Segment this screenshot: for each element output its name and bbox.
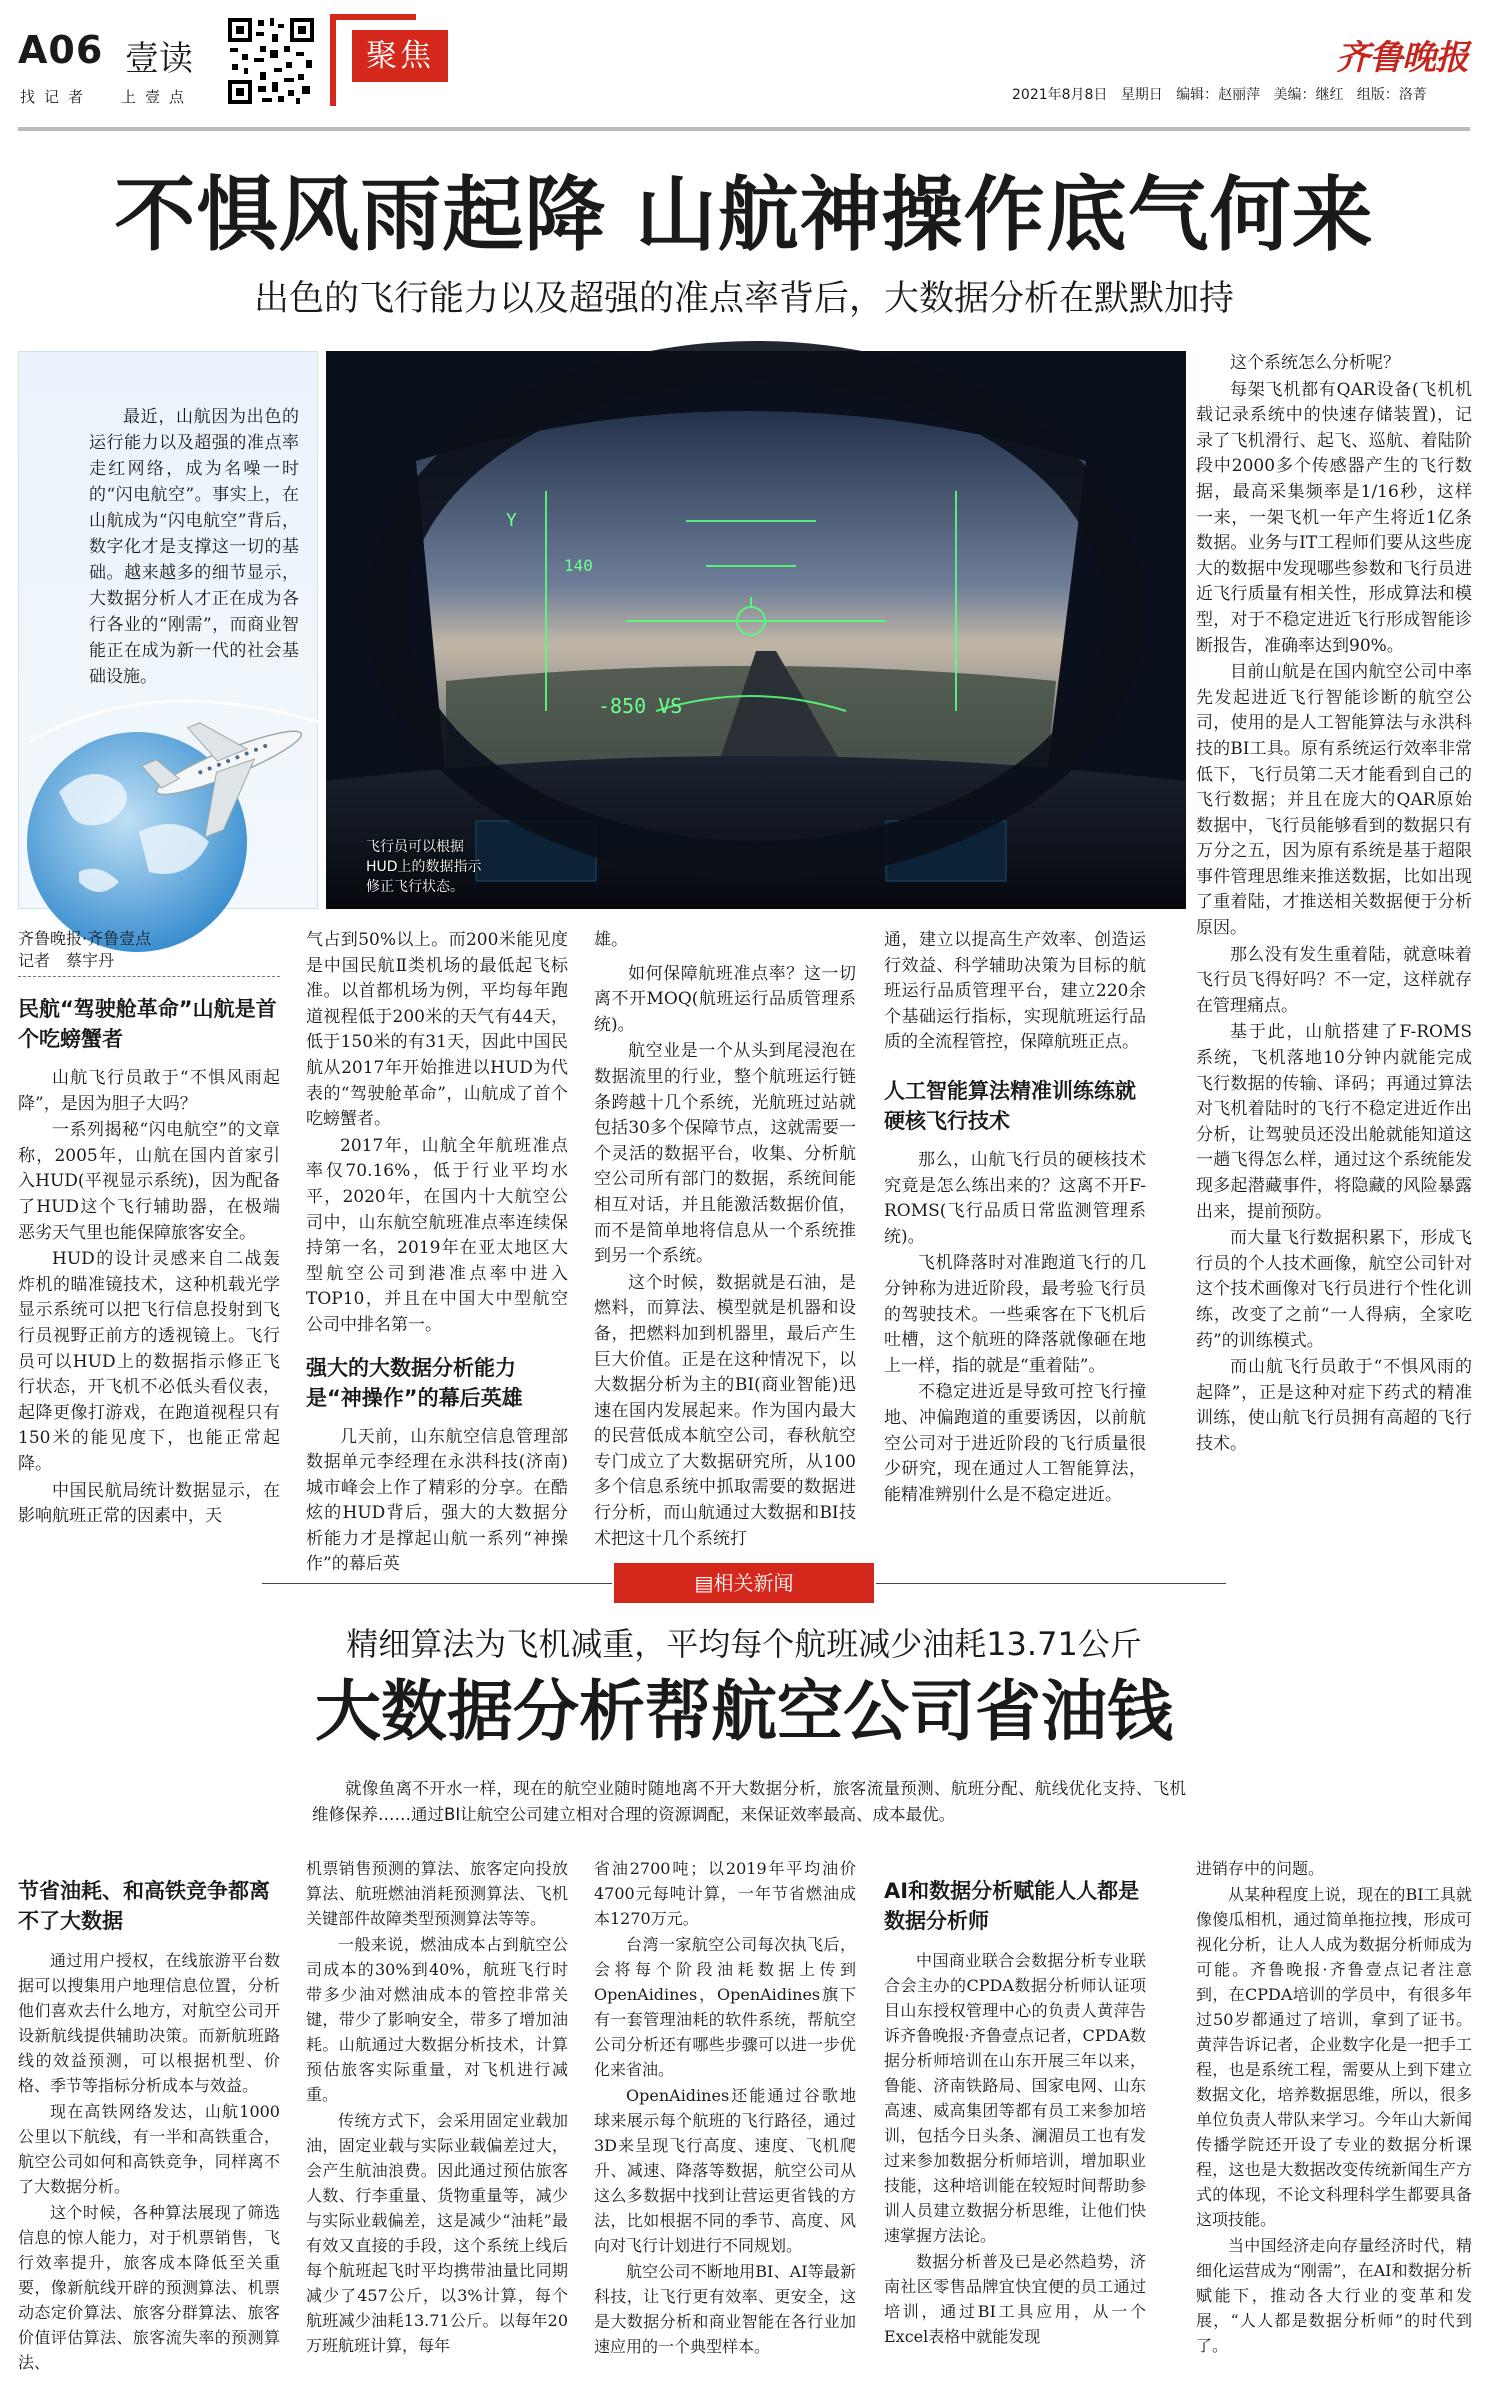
story2-kicker: 精细算法为飞机减重，平均每个航班减少油耗13.71公斤 [346,1625,1142,1663]
story1-column-1 [18,990,280,1550]
paragraph: 而山航飞行员敢于“不惧风雨的起降”，正是这种对症下药式的精准训练，使山航飞行员拥有高超的飞行技术。 [1196,1357,1472,1454]
paragraph: 气占到50%以上。而200米能见度是中国民航Ⅱ类机场的最低起飞标准。以首都机场为例，平均每年跑道视程低于200米的天气有44天，低于150米的有31天，因此中国民航从2017年开始推进以HUD为代表的“驾驶舱革命”，山航成了首个吃螃蟹者。 [306,930,568,1130]
byline-rule [18,976,280,977]
editor: 编辑：赵丽萍 [1176,87,1261,103]
hud-photo [326,351,1186,909]
paragraph: 航空业是一个从头到尾浸泡在数据流里的行业，整个航班运行链条跨越十几个系统，光航班过站就包括30多个保障节点，这就需要一个灵活的数据平台，收集、分析航空公司所有部门的数据，系统间能相互对话，并且能激活数据价值，而不是简单地将信息从一个系统推到另一个系统。 [594,1041,856,1267]
related-news-label-box [614,1563,874,1603]
paragraph: 那么，山航飞行员的硬核技术究竟是怎么练出来的？这离不开F-ROMS(飞行品质日常监测管理系统)。 [884,1149,1146,1247]
sub-headline: 出色的飞行能力以及超强的准点率背后，大数据分析在默默加持 [253,279,1234,319]
story2-column-3 [594,1856,856,2386]
section-tag-box: 聚焦 [352,30,448,82]
main-headline: 不惧风雨起降 山航神操作底气何来 [114,169,1374,263]
paragraph: 2017年，山航全年航班准点率仅70.16%，低于行业平均水平，2020年，在国内十大航空公司中，山东航空航班准点率连续保持第一名，2019年在亚太地区大型航空公司到港准点率中进入TOP10，并且在中国大中型航空公司中排名第一。 [306,1135,568,1335]
paragraph: 进销存中的问题。 [1196,1859,1325,1878]
related-news-icon: ▤ [694,1571,714,1595]
photo-caption: 飞行员可以根据HUD上的数据指示修正飞行状态。 [366,839,482,895]
story1-column-5 [1196,351,1472,1550]
paragraph: 一般来说，燃油成本占到航空公司成本的30%到40%，航班飞行时带多少油对燃油成本的管控非常关键，带少了影响安全，带多了增加油耗。山航通过大数据分析技术，计算预估旅客实际重量，对飞机进行减重。 [306,1935,568,2104]
globe-airplane-icon [19,682,319,910]
story1-column-2 [306,928,568,1575]
byline [18,928,280,977]
paragraph: 中国商业联合会数据分析专业联合会主办的CPDA数据分析师认证项目山东授权管理中心的负责人黄萍告诉齐鲁晚报·齐鲁壹点记者，CPDA数据分析师培训在山东开展三年以来，鲁能、济南铁路局、国家电网、山东高速、威高集团等都有员工来参加培训，包括今日头条、澜湄员工也有发过来参加数据分析师培训，增加职业技能，这种培训能在较短时间帮助参训人员建立数据分析思维，让他们快速掌握方法论。 [884,1951,1146,2245]
story2-column-1 [18,1856,280,2386]
lead-text: 最近，山航因为出色的运行能力以及超强的准点率走红网络，成为名噪一时的“闪电航空”。事实上，在山航成为“闪电航空”背后，数字化才是支撑这一切的基础。越来越多的细节显示，大数据分析人才正在成为各行各业的“刚需”，而商业智能正在成为新一代的社会基础设施。 [89,407,299,687]
paragraph: 中国民航局统计数据显示，在影响航班正常的因素中，天 [18,1480,280,1527]
paragraph: 这个时候，数据就是石油，是燃料，而算法、模型就是机器和设备，把燃料加到机器里，最后产生巨大价值。正是在这种情况下，以大数据分析为主的BI(商业智能)迅速在国内发展起来。作为国内最大的民营低成本航空公司，春秋航空专门成立了大数据研究所，从100多个信息系统中抓取需要的数据进行分析，而山航通过大数据和BI技术把这十几个系统打 [594,1272,856,1549]
slogan-right: 上壹点 [121,88,194,106]
paragraph: 一系列揭秘“闪电航空”的文章称，2005年，山航在国内首家引入HUD(平视显示系统)，因为配备了HUD这个飞行辅助器，在极端恶劣天气里也能保障旅客安全。 [18,1120,280,1243]
issue-weekday: 星期日 [1120,87,1163,103]
byline-reporter: 记者 蔡宇丹 [18,951,115,970]
hud-readout-3: 140 [564,556,593,575]
section-name: 壹读 [125,39,193,79]
paragraph: 航空公司不断地用BI、AI等最新科技，让飞行更有效率、更安全，这是大数据分析和商业智能在各行业加速应用的一个典型样本。 [594,2262,856,2356]
paragraph: 这个系统怎么分析呢？ [1230,353,1400,373]
lead-box [18,351,318,909]
issue-info [1012,84,1427,104]
story1-subhead-3: 人工智能算法精准训练练就硬核飞行技术 [884,1078,1136,1133]
story2-subhead-2: AI和数据分析赋能人人都是数据分析师 [884,1879,1140,1933]
story2-lead: 就像鱼离不开水一样，现在的航空业随时随地离不开大数据分析，旅客流量预测、航班分配、航线优化支持、飞机维修保养……通过BI让航空公司建立相对合理的资源调配，来保证效率最高、成本最优。 [312,1779,1186,1824]
paragraph: 飞机降落时对准跑道飞行的几分钟称为进近阶段，最考验飞行员的驾驶技术。一些乘客在下飞机后吐槽，这个航班的降落就像砸在地上一样，指的就是“重着陆”。 [884,1253,1146,1376]
story2-title: 大数据分析帮航空公司省油钱 [315,1673,1173,1750]
newspaper-brand: 齐鲁晚报 [1336,38,1468,78]
paragraph: 现在高铁网络发达，山航1000公里以下航线，有一半和高铁重合，航空公司如何和高铁竞争，同样离不了大数据分析。 [18,2102,280,2196]
paragraph: 机票销售预测的算法、旅客定向投放算法、航班燃油消耗预测算法、飞机关键部件故障类型预测算法等等。 [306,1859,568,1928]
story2-subhead-1: 节省油耗、和高铁竞争都离不了大数据 [18,1879,270,1933]
paragraph: 当中国经济走向存量经济时代，精细化运营成为“刚需”，在AI和数据分析赋能下，推动各大行业的变革和发展，“人人都是数据分析师”的时代到了。 [1196,2236,1472,2355]
paragraph: 台湾一家航空公司每次执飞后，会将每个阶段油耗数据上传到OpenAidines，OpenAidines旗下有一套管理油耗的软件系统，帮航空公司分析还有哪些步骤可以进一步优化来省油。 [594,1935,856,2079]
page-number: A06 [18,28,104,72]
page-header [0,0,1488,130]
paragraph: 山航飞行员敢于“不惧风雨起降”，是因为胆子大吗？ [18,1068,280,1114]
section-tag [330,14,478,106]
paragraph: 不稳定进近是导致可控飞行撞地、冲偏跑道的重要诱因，以前航空公司对于进近阶段的飞行质量很少研究，现在通过人工智能算法，能精准辨别什么是不稳定进近。 [884,1382,1146,1505]
paragraph: 通过用户授权，在线旅游平台数据可以搜集用户地理信息位置，分析他们喜欢去什么地方，对航空公司开设新航线提供辅助决策。而新航班路线的效益预测，可以根据机型、价格、季节等指标分析成本与效益。 [18,1951,280,2095]
story1-column-3 [594,928,856,1550]
paragraph: 数据分析普及已是必然趋势，济南社区零售品牌宜快宜便的员工通过培训，通过BI工具应用，从一个Excel表格中就能发现 [884,2252,1146,2346]
paragraph: 通，建立以提高生产效率、创造运行效益、科学辅助决策为目标的航班运行品质管理平台，建立220余个基础运行指标，实现航班运行品质的全流程管控，保障航班正点。 [884,930,1146,1053]
issue-date: 2021年8月8日 [1012,87,1108,103]
related-news-label: 相关新闻 [713,1571,794,1595]
hud-readout-2: Y [506,510,517,531]
paragraph: 每架飞机都有QAR设备(飞机机载记录系统中的快速存储装置)，记录了飞机滑行、起飞、巡航、着陆阶段中2000多个传感器产生的飞行数据，最高采集频率是1/16秒，这样一来，一架飞机一年产生将近1亿条数据。业务与IT工程师们要从这些庞大的数据中发现哪些参数和飞行员进近飞行质量有相关性，形成算法和模型，对于不稳定进近飞行形成智能诊断报告，准确率达到90%。 [1196,379,1472,656]
story1-subhead-2: 强大的大数据分析能力是“神操作”的幕后英雄 [306,1355,523,1410]
story2-column-2 [306,1856,568,2386]
art-editor: 美编：继红 [1273,87,1344,103]
related-rule-left [262,1583,612,1584]
layout-editor: 组版：洛菁 [1356,87,1427,103]
paragraph: 目前山航是在国内航空公司中率先发起进近飞行智能诊断的航空公司，使用的是人工智能算法与永洪科技的BI工具。原有系统运行效率非常低下，飞行员第二天才能看到自己的飞行数据；并且在庞大的QAR原始数据中，飞行员能够看到的数据只有万分之五，因为原有系统是基于超限事件管理思维来推送数据，比如出现了重着陆，才推送相关数据便于分析原因。 [1196,662,1472,939]
story2-column-4 [884,1856,1146,2386]
section-tag-top-bar [336,14,416,20]
paragraph: 从某种程度上说，现在的BI工具就像傻瓜相机，通过简单拖拉拽，形成可视化分析，让人人成为数据分析师成为可能。齐鲁晚报·齐鲁壹点记者注意到，在CPDA培训的学员中，有很多年过50岁都通过了培训，拿到了证书。黄萍告诉记者，企业数字化是一把手工程，也是系统工程，需要从上到下建立数据文化，培养数据思维，所以，很多单位负责人带队来学习。今年山大新闻传播学院还开设了专业的数据分析课程，这也是大数据改变传统新闻生产方式的体现，不论文科理科学生都要具备这项技能。 [1196,1885,1472,2229]
paragraph: OpenAidines还能通过谷歌地球来展示每个航班的飞行路径，通过3D来呈现飞行高度、速度、飞机爬升、减速、降落等数据，航空公司从这么多数据中找到让营运更省钱的方法，比如根据不同的季节、高度、风向对飞行计划进行不同规划。 [594,2086,856,2255]
paragraph: 基于此，山航搭建了F-ROMS系统，飞机落地10分钟内就能完成飞行数据的传输、译码；再通过算法对飞机着陆时的飞行不稳定进近作出分析，让驾驶员还没出舱就能知道这一趟飞得怎么样，通过这个系统能发现多起潜藏事件，将隐藏的风险暴露出来，提前预防。 [1196,1022,1472,1222]
story1-column-4 [884,928,1146,1550]
paragraph: 这个时候，各种算法展现了筛选信息的惊人能力，对于机票销售，飞行效率提升，旅客成本降低至关重要，像新航线开辟的预测算法、机票动态定价算法、旅客分群算法、旅客价值评估算法、旅客流失率的预测算法、 [18,2203,280,2372]
paragraph: 那么没有发生重着陆，就意味着飞行员飞得好吗？不一定，这样就存在管理痛点。 [1196,944,1472,1016]
paragraph: 而大量飞行数据积累下，形成飞行员的个人技术画像，航空公司针对这个技术画像对飞行员进行个性化训练，改变了之前“一人得病，全家吃药”的训练模式。 [1196,1228,1472,1351]
byline-outlet: 齐鲁晚报·齐鲁壹点 [18,929,152,948]
paragraph: 几天前，山东航空信息管理部数据单元李经理在永洪科技(济南)城市峰会上作了精彩的分享。在酷炫的HUD背后，强大的大数据分析能力才是撑起山航一系列“神操作”的幕后英 [306,1426,568,1575]
hud-readout-1: -850 VS [598,694,683,718]
cockpit-hud-image [326,351,1186,909]
paragraph: 如何保障航班准点率？这一切离不开MOQ(航班运行品质管理系统)。 [594,963,856,1035]
story1-subhead-1: 民航“驾驶舱革命”山航是首个吃螃蟹者 [18,997,277,1051]
header-rule [18,127,1470,131]
related-rule-right [876,1583,1226,1584]
story2-column-5 [1196,1856,1472,2386]
paragraph: 省油2700吨；以2019年平均油价4700元每吨计算，一年节省燃油成本1270万元。 [594,1859,856,1928]
qr-code[interactable] [226,16,316,106]
paragraph: HUD的设计灵感来自二战轰炸机的瞄准镜技术，这种机载光学显示系统可以把飞行信息投射到飞行员视野正前方的透视镜上。飞行员可以HUD上的数据指示修正飞行状态，开飞机不必低头看仪表，起降更像打游戏，在跑道视程只有150米的能见度下，也能正常起降。 [18,1249,280,1474]
paragraph: 传统方式下，会采用固定业载加油，固定业载与实际业载偏差过大，会产生航油浪费。因此通过预估旅客人数、行李重量、货物重量等，减少与实际业载偏差，这是减少“油耗”最有效又直接的手段，这个系统上线后每个航班起飞时平均携带油量比同期减少了457公斤，以3%计算，每个航班减少油耗13.71公斤。以每年20万班航班计算，每年 [306,2111,568,2355]
slogan-left: 找记者 [20,88,93,106]
paragraph: 雄。 [594,930,628,950]
